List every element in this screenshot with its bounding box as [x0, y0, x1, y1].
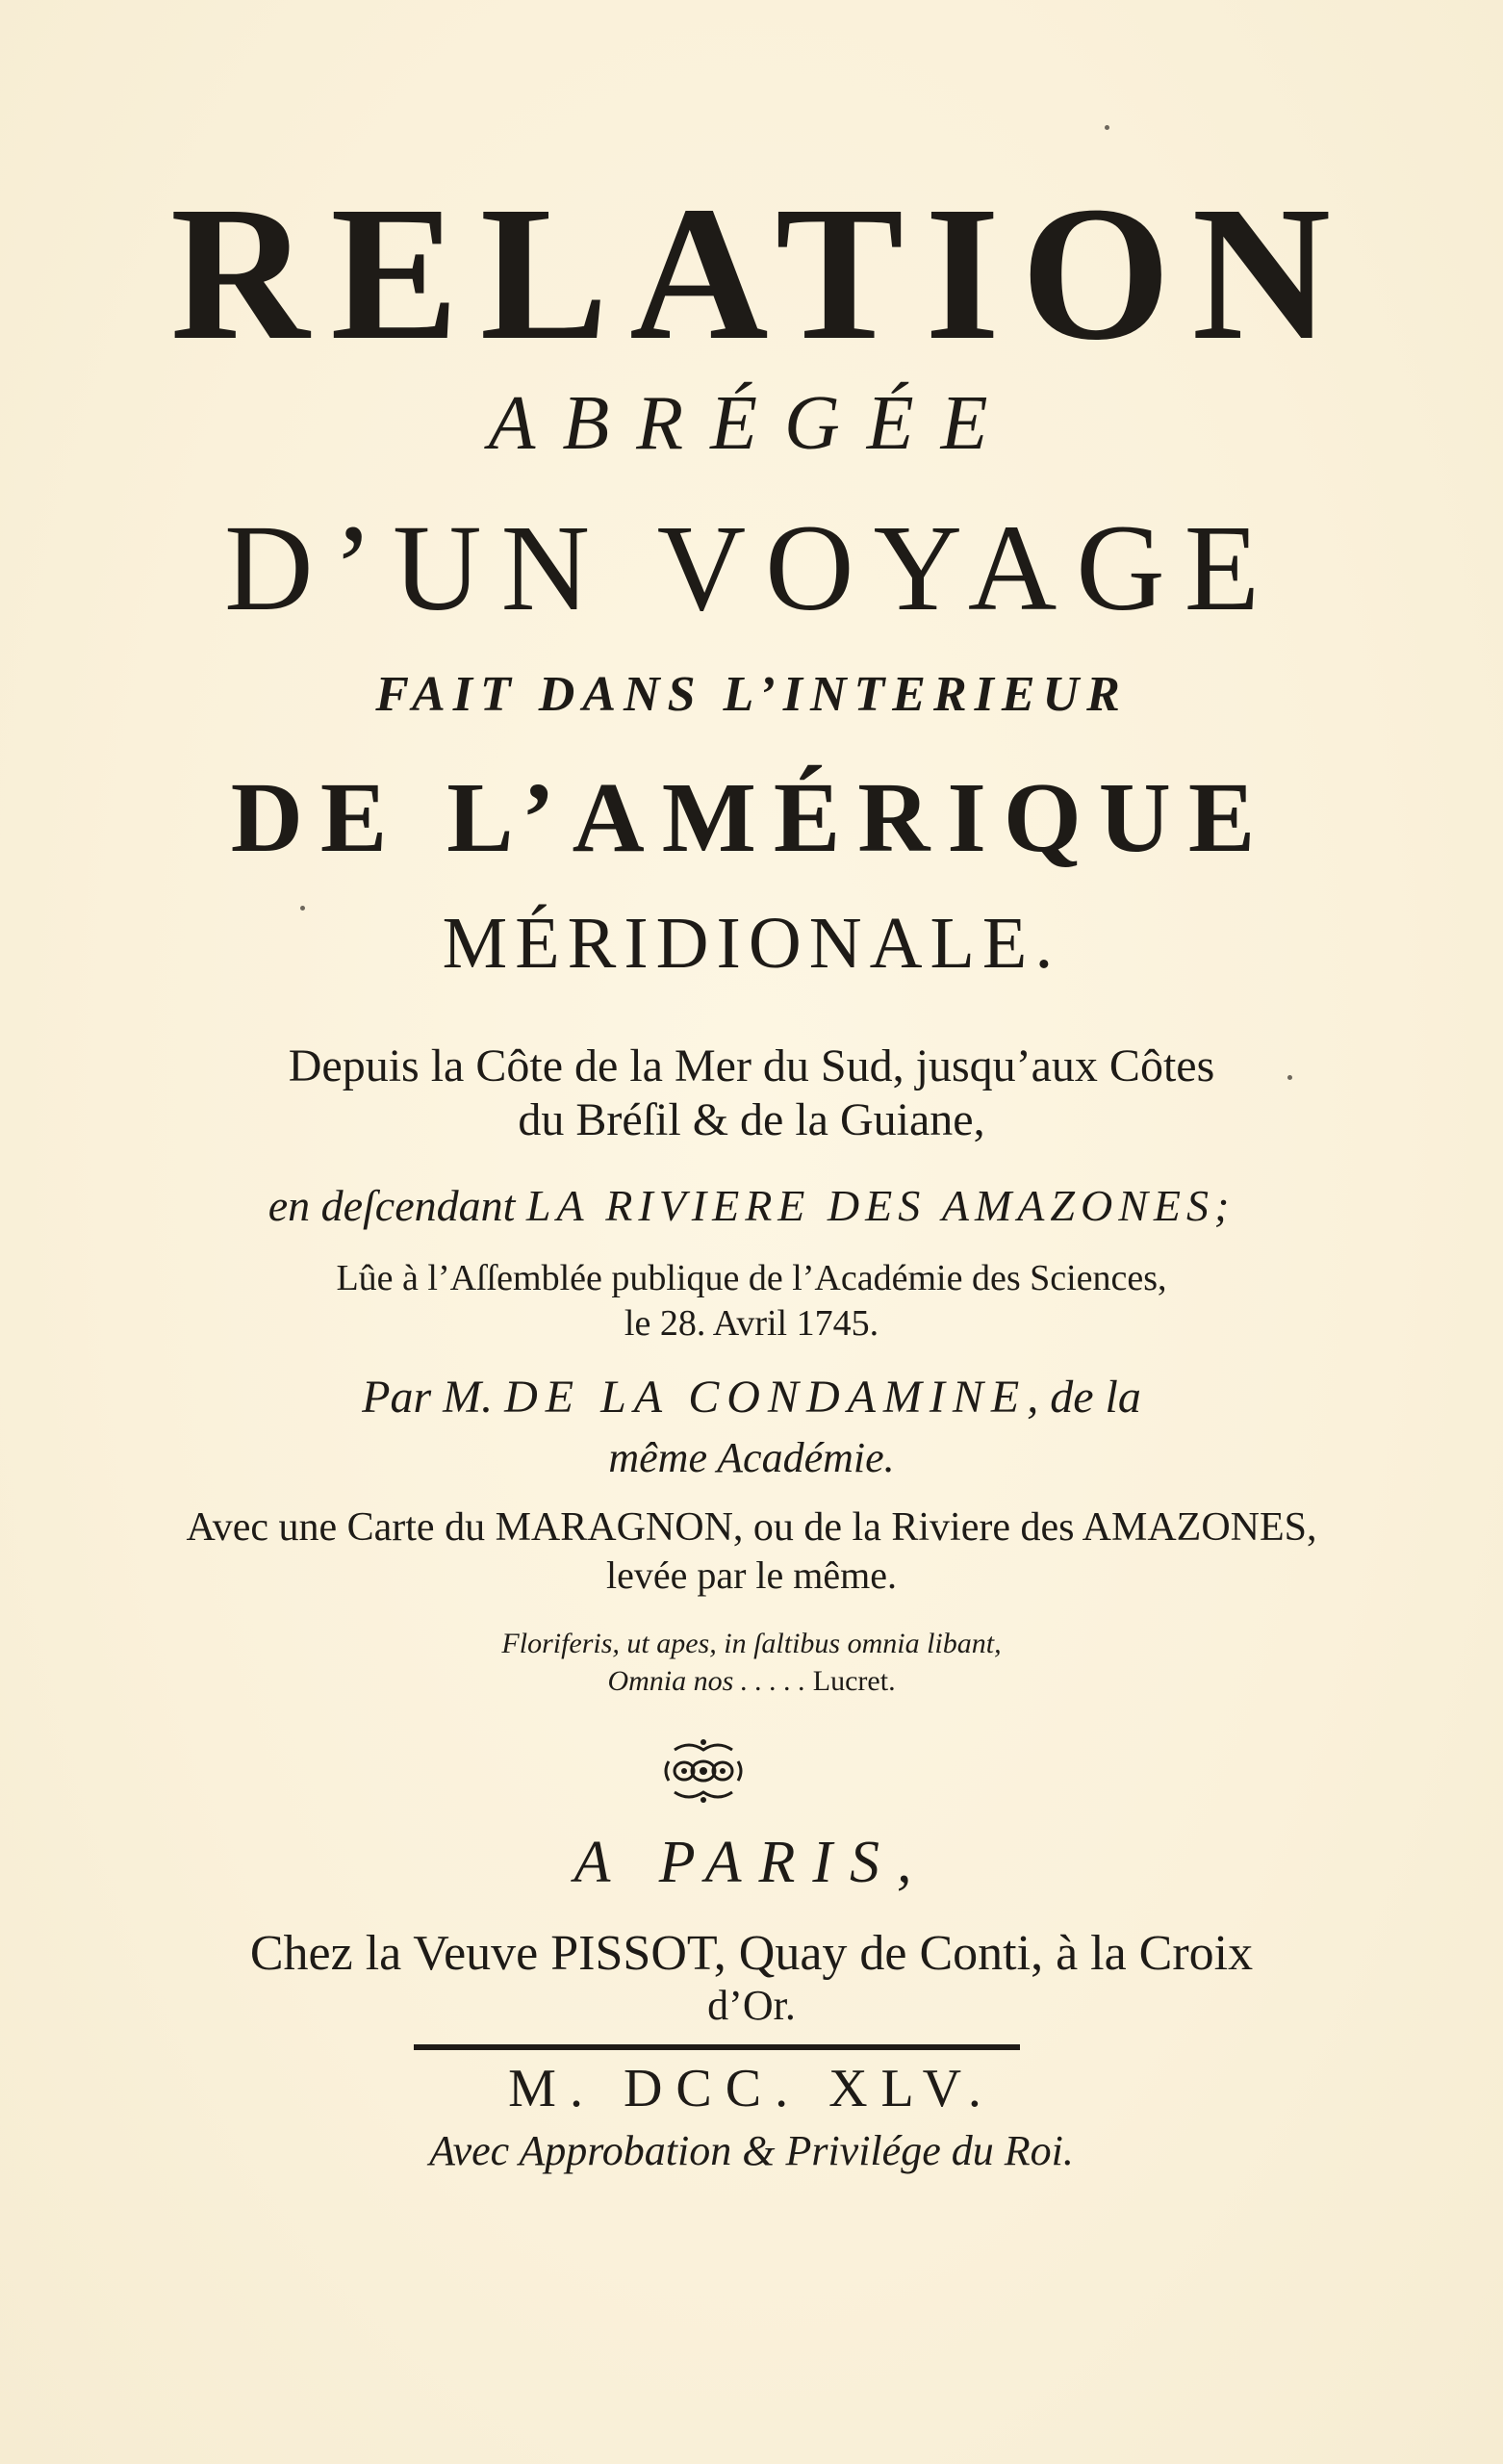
descendant-lead: en deſcendant — [267, 1181, 516, 1230]
author-lead: Par M. — [362, 1372, 494, 1423]
author-tail: , de la — [1027, 1372, 1141, 1423]
publication-year: M. DCC. XLV. — [508, 2059, 995, 2118]
subtitle-abregee: ABRÉGÉE — [488, 381, 1015, 466]
epigraph-line-1: Floriferis, ut apes, in ſaltibus omnia libant, — [501, 1628, 1002, 1659]
place-of-publication: A PARIS, — [573, 1830, 930, 1895]
route-line-2: du Bréſil & de la Guiane, — [518, 1094, 985, 1145]
author-line — [0, 1369, 1503, 1426]
publisher-line-1: Chez la Veuve PISSOT, Quay de Conti, à la Croix — [249, 1926, 1254, 1981]
epigraph-italic: Omnia nos . . . . . — [607, 1665, 806, 1697]
descendant-river: LA RIVIERE DES AMAZONES; — [525, 1181, 1236, 1230]
reading-line-1: Lûe à l’Aſſemblée publique de l’Académie des Sciences, — [336, 1258, 1167, 1298]
subtitle-fait-dans: FAIT DANS L’INTERIEUR — [375, 667, 1128, 722]
paper-speck — [300, 906, 305, 911]
royal-approbation: Avec Approbation & Privilége du Roi. — [429, 2127, 1074, 2174]
fleuron-ornament-icon — [655, 1732, 752, 1810]
epigraph-line-2 — [0, 1662, 1503, 1701]
map-note-line-1: Avec une Carte du MARAGNON, ou de la Riviere des AMAZONES, — [186, 1505, 1317, 1550]
descendant-line — [0, 1179, 1503, 1233]
epigraph-author: Lucret. — [812, 1665, 896, 1697]
paper-speck — [1105, 125, 1109, 130]
author-academy: même Académie. — [608, 1434, 895, 1481]
paper-speck — [1287, 1075, 1292, 1080]
main-title: RELATION — [169, 167, 1353, 380]
author-name: DE LA CONDAMINE — [504, 1372, 1028, 1423]
publisher-line-2: d’Or. — [707, 1982, 796, 2029]
reading-line-2: le 28. Avril 1745. — [624, 1303, 879, 1344]
route-line-1: Depuis la Côte de la Mer du Sud, jusqu’aux Côtes — [288, 1040, 1215, 1091]
subtitle-voyage: D’UN VOYAGE — [224, 500, 1279, 636]
subtitle-meridionale: MÉRIDIONALE. — [442, 903, 1061, 984]
map-note-line-2: levée par le même. — [605, 1553, 898, 1597]
subtitle-amerique: DE L’AMÉRIQUE — [230, 762, 1273, 873]
